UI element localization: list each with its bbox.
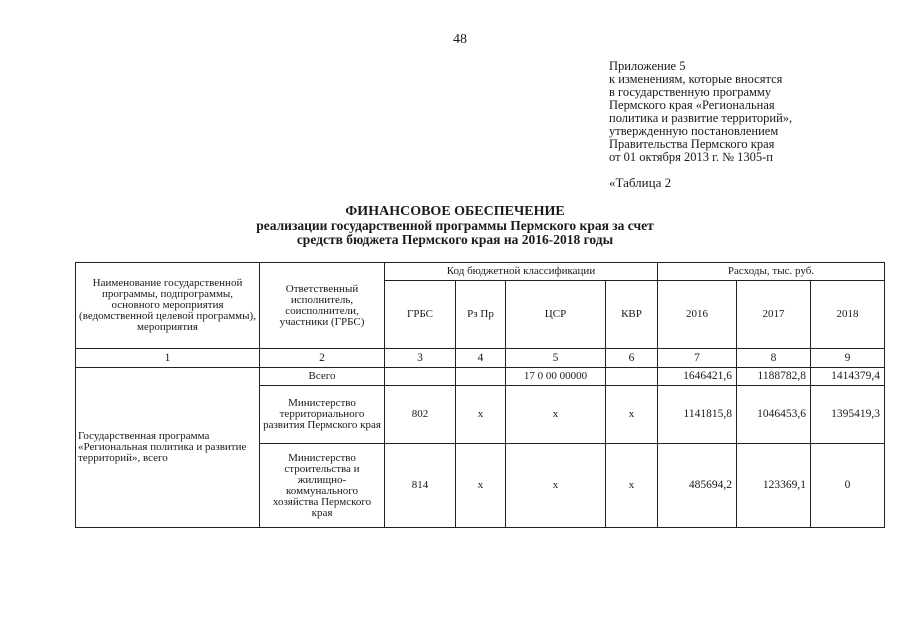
column-index: 3 [385,349,456,368]
amount-2017-cell: 1188782,8 [737,368,811,386]
header-kvr: КВР [606,281,658,349]
header-row-1 [76,263,885,281]
header-rzpr: Рз Пр [456,281,506,349]
table-label: «Таблица 2 [609,175,672,190]
header-2017: 2017 [737,281,811,349]
appendix-note [609,60,879,164]
column-index: 4 [456,349,506,368]
kvr-cell [606,368,658,386]
column-index: 7 [658,349,737,368]
column-index: 6 [606,349,658,368]
grbs-cell: 802 [385,386,456,444]
appendix-line: к изменениям, которые вносятся [609,72,783,86]
amount-2016-cell: 485694,2 [658,444,737,528]
header-name: Наименование государственной программы, подпрограммы, основного мероприятия (ведомственной целевой программы), мероприятия [76,263,260,349]
appendix-line: политика и развитие территорий», [609,111,793,125]
page-number: 48 [453,32,467,47]
grbs-cell: 814 [385,444,456,528]
amount-2018-cell: 1395419,3 [811,386,885,444]
title-line-3: средств бюджета Пермского края на 2016-2018 годы [296,232,614,247]
column-index: 1 [76,349,260,368]
financing-table [75,262,885,528]
header-grbs: ГРБС [385,281,456,349]
executor-cell: Всего [260,368,385,386]
appendix-line: от 01 октября 2013 г. № 1305-п [609,150,773,164]
column-index: 5 [506,349,606,368]
header-expenses: Расходы, тыс. руб. [658,263,885,281]
header-2016: 2016 [658,281,737,349]
column-index: 8 [737,349,811,368]
header-budget-code: Код бюджетной классификации [385,263,658,281]
amount-2016-cell: 1646421,6 [658,368,737,386]
title-line-2: реализации государственной программы Пермского края за счет [256,218,654,233]
executor-cell: Министерство территориального развития Пермского края [260,386,385,444]
amount-2018-cell: 1414379,4 [811,368,885,386]
column-index: 9 [811,349,885,368]
appendix-line: в государственную программу [609,85,772,99]
amount-2017-cell: 123369,1 [737,444,811,528]
grbs-cell [385,368,456,386]
rzpr-cell: х [456,386,506,444]
document-title [230,205,680,247]
program-name-cell: Государственная программа «Региональная политика и развитие территорий», всего [76,368,260,528]
amount-2018-cell: 0 [811,444,885,528]
title-line-1: ФИНАНСОВОЕ ОБЕСПЕЧЕНИЕ [345,204,565,219]
appendix-line: Приложение 5 [609,59,686,73]
csr-cell: х [506,386,606,444]
amount-2017-cell: 1046453,6 [737,386,811,444]
column-index-row [76,349,885,368]
kvr-cell: х [606,386,658,444]
appendix-line: Пермского края «Региональная [609,98,775,112]
csr-cell: 17 0 00 00000 [506,368,606,386]
column-index: 2 [260,349,385,368]
executor-cell: Министерство строительства и жилищно-коммунального хозяйства Пермского края [260,444,385,528]
kvr-cell: х [606,444,658,528]
appendix-line: утвержденную постановлением [609,124,779,138]
rzpr-cell: х [456,444,506,528]
header-csr: ЦСР [506,281,606,349]
table-row [76,368,885,386]
amount-2016-cell: 1141815,8 [658,386,737,444]
rzpr-cell [456,368,506,386]
csr-cell: х [506,444,606,528]
appendix-line: Правительства Пермского края [609,137,775,151]
header-executor: Ответственный исполнитель, соисполнители, участники (ГРБС) [260,263,385,349]
header-2018: 2018 [811,281,885,349]
